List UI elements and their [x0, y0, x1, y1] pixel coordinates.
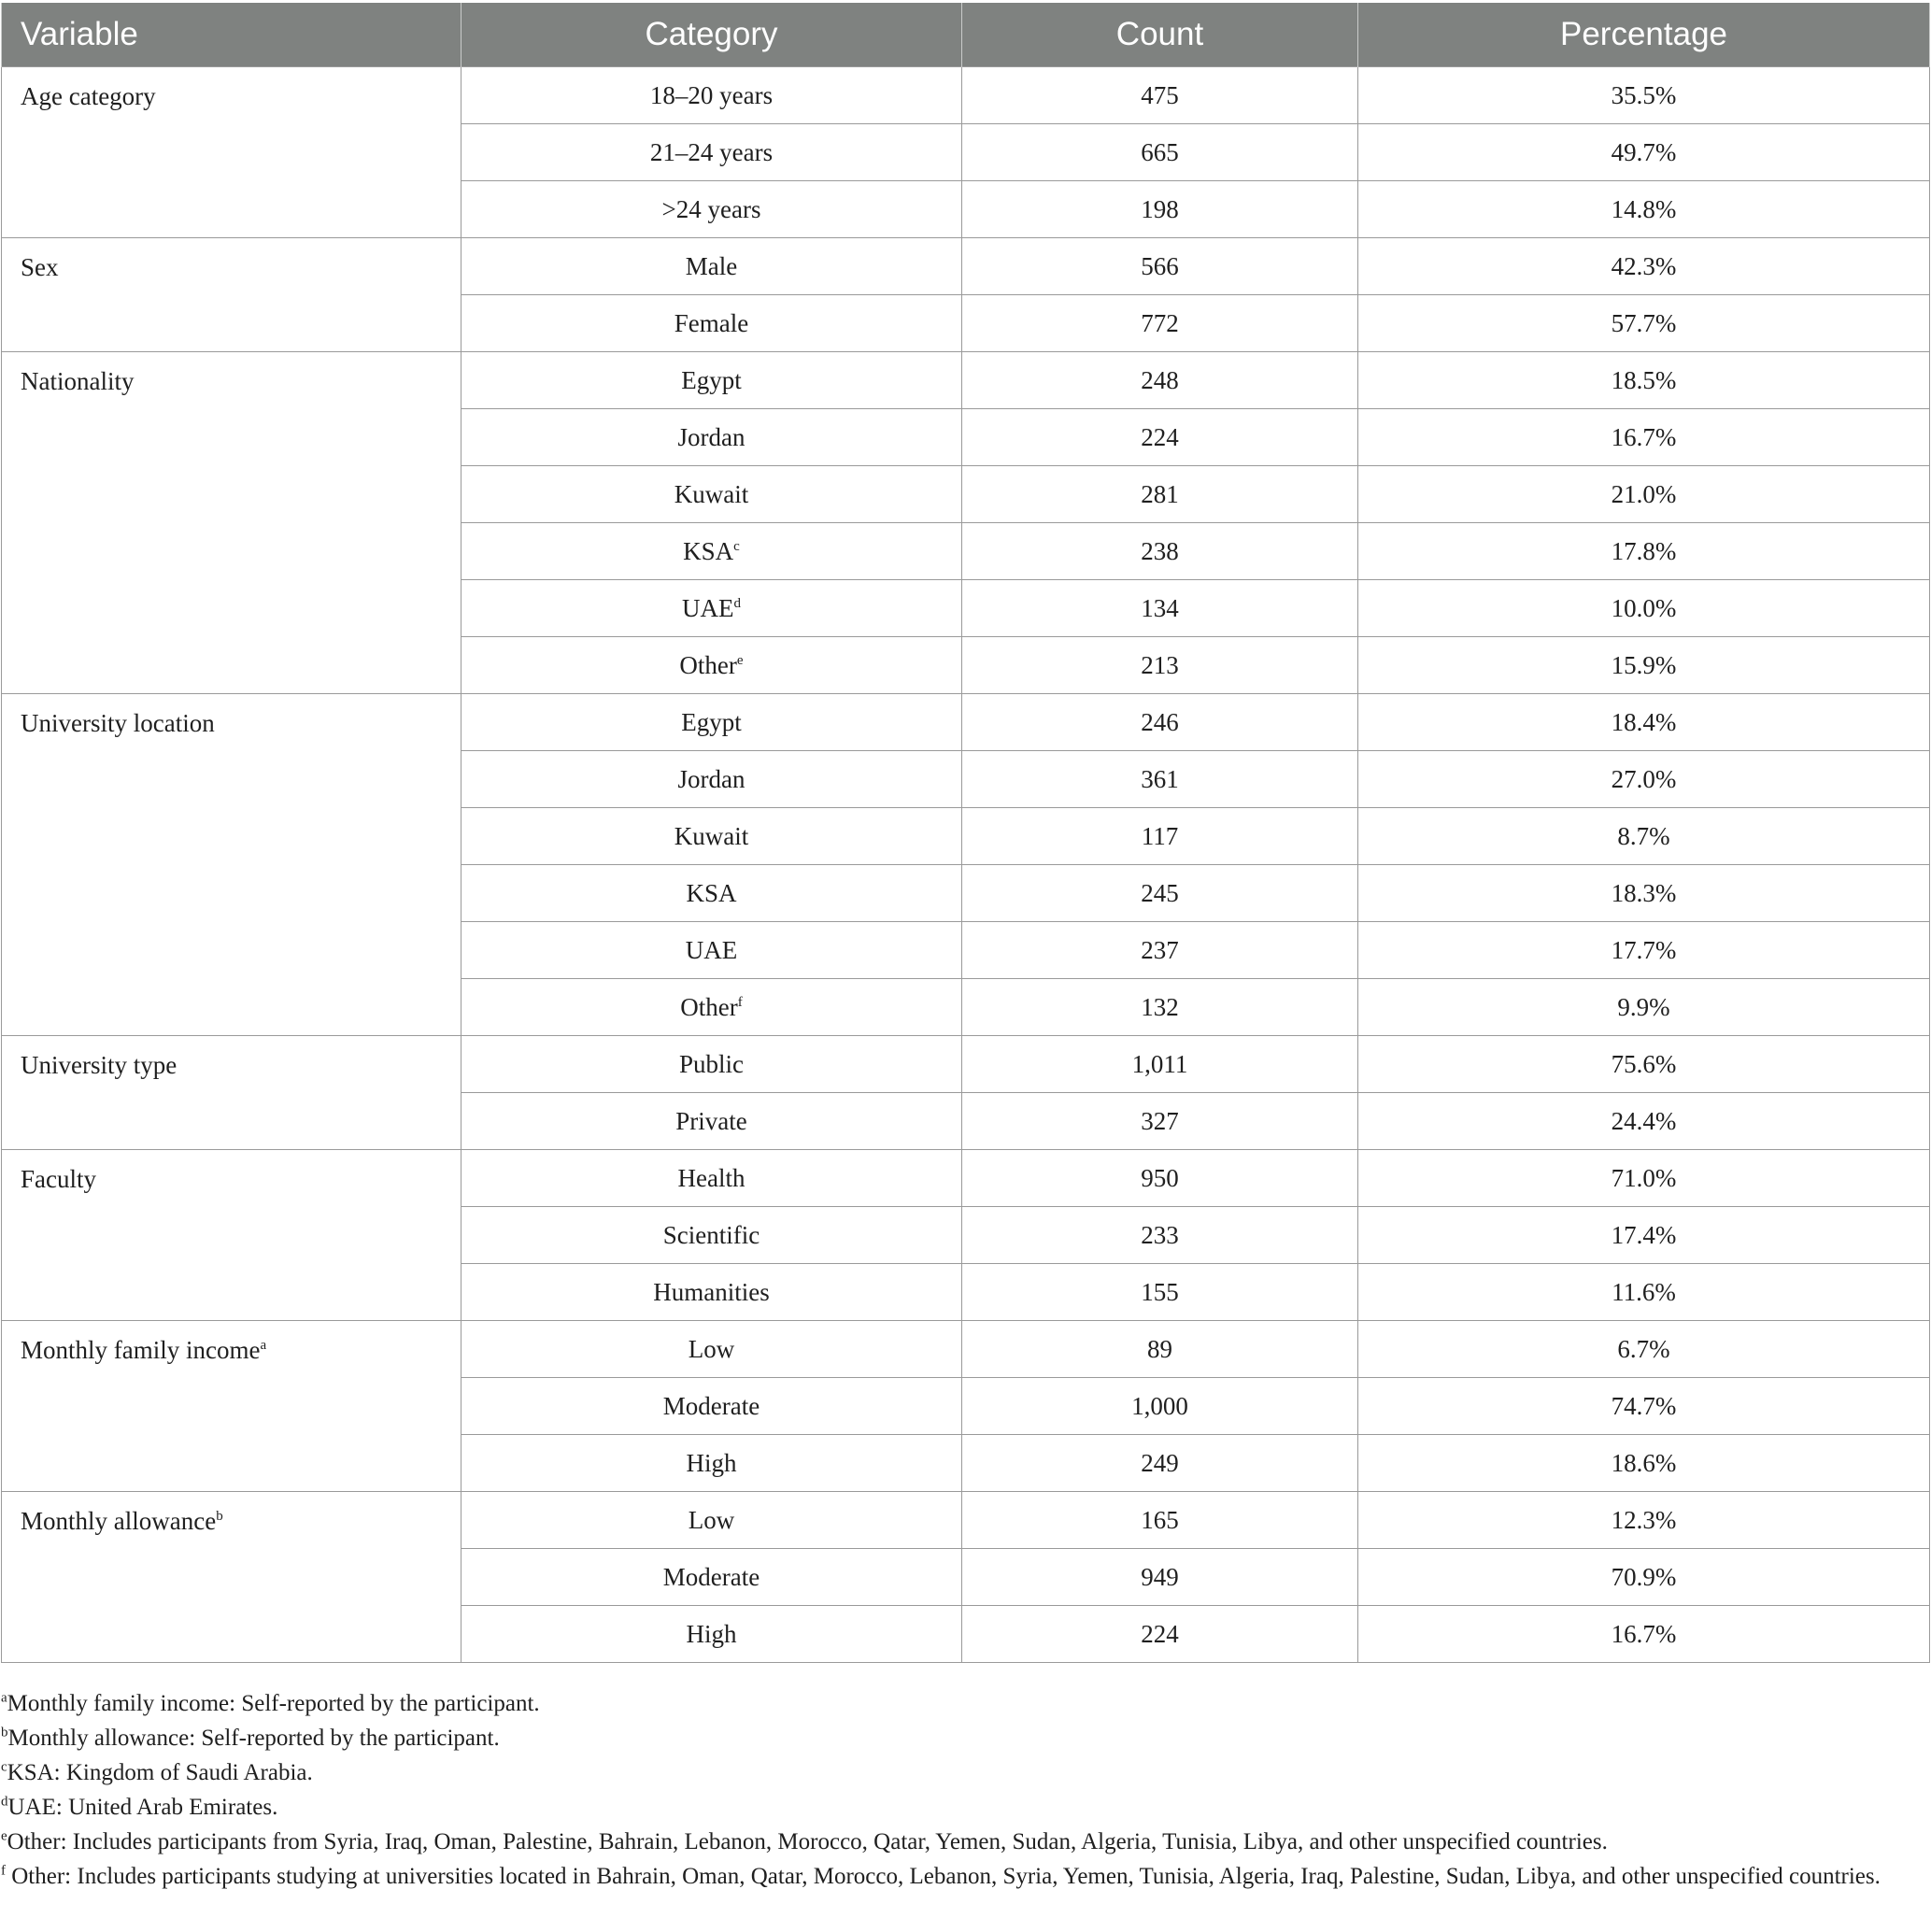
category-cell: [461, 1321, 962, 1378]
percentage-cell: 42.3%: [1358, 238, 1930, 295]
category-label: Male: [685, 251, 738, 280]
percentage-cell: 27.0%: [1358, 751, 1930, 808]
category-cell: [461, 1264, 962, 1321]
count-cell: 89: [962, 1321, 1358, 1378]
footnote-marker: e: [736, 652, 744, 668]
category-cell: [461, 181, 962, 238]
category-label: Kuwait: [674, 821, 749, 850]
count-cell: 665: [962, 124, 1358, 181]
table-row: [2, 67, 1930, 124]
footnote-text: Other: Includes participants studying at universities located in Bahrain, Oman, Qatar, Morocco, Lebanon, Syria, Yemen, Tunisia, Algeria, Iraq, Palestine, Sudan, Libya, and other unspecified countries.: [6, 1864, 1881, 1889]
percentage-cell: 17.4%: [1358, 1207, 1930, 1264]
category-label: Health: [677, 1163, 745, 1192]
footnote-marker: f: [737, 994, 743, 1010]
category-cell: [461, 1492, 962, 1549]
variable-cell: [2, 1492, 461, 1663]
category-cell: [461, 979, 962, 1036]
category-label: Other: [679, 650, 737, 679]
percentage-cell: 9.9%: [1358, 979, 1930, 1036]
category-label: UAE: [685, 935, 738, 964]
table-row: [2, 1150, 1930, 1207]
category-cell: [461, 637, 962, 694]
percentage-cell: 74.7%: [1358, 1378, 1930, 1435]
count-cell: 245: [962, 865, 1358, 922]
category-label: Low: [688, 1334, 735, 1363]
footnote-text: KSA: Kingdom of Saudi Arabia.: [7, 1760, 313, 1785]
table-row: [2, 352, 1930, 409]
category-label: Egypt: [681, 707, 742, 736]
percentage-cell: 15.9%: [1358, 637, 1930, 694]
percentage-cell: 14.8%: [1358, 181, 1930, 238]
percentage-cell: 57.7%: [1358, 295, 1930, 352]
footnote: [1, 1859, 1916, 1894]
footnote-marker: d: [733, 595, 741, 611]
variable-cell: [2, 1036, 461, 1150]
footnote-marker: e: [1, 1828, 7, 1844]
variable-label: Monthly allowance: [21, 1507, 217, 1535]
category-cell: [461, 1150, 962, 1207]
category-cell: [461, 124, 962, 181]
percentage-cell: 10.0%: [1358, 580, 1930, 637]
category-cell: [461, 1435, 962, 1492]
category-cell: [461, 466, 962, 523]
category-cell: [461, 1606, 962, 1663]
footnote-marker: b: [1, 1725, 8, 1740]
footnote: [1, 1686, 1916, 1721]
footnote-text: Other: Includes participants from Syria, Iraq, Oman, Palestine, Bahrain, Lebanon, Morocco, Qatar, Yemen, Sudan, Algeria, Tunisia, Libya, and other unspecified countries.: [7, 1829, 1608, 1854]
variable-label: Sex: [21, 253, 59, 281]
footnote-marker: b: [216, 1509, 223, 1524]
category-cell: [461, 67, 962, 124]
variable-cell: [2, 352, 461, 694]
category-cell: [461, 352, 962, 409]
percentage-cell: 18.4%: [1358, 694, 1930, 751]
demographics-table: [1, 3, 1930, 1663]
count-cell: 281: [962, 466, 1358, 523]
table-row: [2, 1492, 1930, 1549]
count-cell: 233: [962, 1207, 1358, 1264]
header-category: Category: [461, 3, 962, 67]
percentage-cell: 18.5%: [1358, 352, 1930, 409]
table-row: [2, 694, 1930, 751]
category-cell: [461, 1036, 962, 1093]
percentage-cell: 11.6%: [1358, 1264, 1930, 1321]
category-label: Public: [678, 1049, 744, 1078]
category-label: KSA: [683, 536, 734, 565]
category-label: Low: [688, 1505, 735, 1534]
table-footnotes: [1, 1686, 1916, 1894]
category-label: KSA: [686, 878, 737, 907]
count-cell: 132: [962, 979, 1358, 1036]
percentage-cell: 16.7%: [1358, 409, 1930, 466]
category-cell: [461, 580, 962, 637]
footnote: [1, 1790, 1916, 1825]
footnote: [1, 1755, 1916, 1790]
category-cell: [461, 922, 962, 979]
category-label: Female: [674, 308, 749, 337]
category-label: Jordan: [677, 764, 745, 793]
percentage-cell: 70.9%: [1358, 1549, 1930, 1606]
variable-cell: [2, 1321, 461, 1492]
count-cell: 198: [962, 181, 1358, 238]
category-label: 18–20 years: [649, 80, 774, 109]
count-cell: 134: [962, 580, 1358, 637]
count-cell: 237: [962, 922, 1358, 979]
category-cell: [461, 1549, 962, 1606]
footnote-text: UAE: United Arab Emirates.: [7, 1795, 278, 1820]
category-label: Egypt: [681, 365, 742, 394]
count-cell: 566: [962, 238, 1358, 295]
count-cell: 949: [962, 1549, 1358, 1606]
count-cell: 213: [962, 637, 1358, 694]
count-cell: 248: [962, 352, 1358, 409]
footnote-marker: f: [1, 1863, 6, 1879]
variable-label: University location: [21, 709, 215, 737]
category-cell: [461, 808, 962, 865]
variable-label: Age category: [21, 82, 156, 110]
percentage-cell: 8.7%: [1358, 808, 1930, 865]
percentage-cell: 12.3%: [1358, 1492, 1930, 1549]
category-cell: [461, 751, 962, 808]
category-label: Kuwait: [674, 479, 749, 508]
category-label: High: [686, 1619, 737, 1648]
variable-label: Nationality: [21, 367, 135, 395]
table-row: [2, 1321, 1930, 1378]
percentage-cell: 35.5%: [1358, 67, 1930, 124]
count-cell: 327: [962, 1093, 1358, 1150]
percentage-cell: 71.0%: [1358, 1150, 1930, 1207]
percentage-cell: 17.8%: [1358, 523, 1930, 580]
category-label: Other: [680, 992, 738, 1021]
count-cell: 155: [962, 1264, 1358, 1321]
category-label: Humanities: [653, 1277, 770, 1306]
percentage-cell: 6.7%: [1358, 1321, 1930, 1378]
category-label: Jordan: [677, 422, 745, 451]
category-cell: [461, 865, 962, 922]
variable-cell: [2, 238, 461, 352]
category-cell: [461, 409, 962, 466]
table-body: [2, 67, 1930, 1663]
category-cell: [461, 523, 962, 580]
percentage-cell: 17.7%: [1358, 922, 1930, 979]
footnote-marker: d: [1, 1794, 8, 1810]
count-cell: 1,000: [962, 1378, 1358, 1435]
count-cell: 117: [962, 808, 1358, 865]
count-cell: 772: [962, 295, 1358, 352]
percentage-cell: 18.6%: [1358, 1435, 1930, 1492]
footnote: [1, 1825, 1916, 1859]
category-label: Private: [675, 1106, 747, 1135]
variable-label: University type: [21, 1051, 177, 1079]
variable-label: Monthly family income: [21, 1336, 261, 1364]
footnote-marker: c: [1, 1759, 7, 1775]
category-cell: [461, 1378, 962, 1435]
count-cell: 224: [962, 409, 1358, 466]
percentage-cell: 21.0%: [1358, 466, 1930, 523]
footnote-text: Monthly family income: Self-reported by the participant.: [7, 1691, 540, 1716]
footnote: [1, 1721, 1916, 1755]
count-cell: 249: [962, 1435, 1358, 1492]
variable-label: Faculty: [21, 1165, 96, 1193]
count-cell: 950: [962, 1150, 1358, 1207]
category-label: Moderate: [662, 1391, 760, 1420]
variable-cell: [2, 694, 461, 1036]
header-variable: Variable: [2, 3, 461, 67]
category-cell: [461, 694, 962, 751]
percentage-cell: 18.3%: [1358, 865, 1930, 922]
count-cell: 224: [962, 1606, 1358, 1663]
footnote-text: Monthly allowance: Self-reported by the participant.: [7, 1726, 500, 1751]
category-label: Moderate: [662, 1562, 760, 1591]
table-row: [2, 238, 1930, 295]
percentage-cell: 75.6%: [1358, 1036, 1930, 1093]
footnote-marker: a: [260, 1338, 267, 1353]
footnote-marker: c: [733, 538, 740, 554]
variable-cell: [2, 1150, 461, 1321]
category-label: >24 years: [661, 194, 761, 223]
category-cell: [461, 1207, 962, 1264]
percentage-cell: 16.7%: [1358, 1606, 1930, 1663]
footnote-marker: a: [1, 1690, 7, 1706]
category-cell: [461, 238, 962, 295]
percentage-cell: 49.7%: [1358, 124, 1930, 181]
count-cell: 1,011: [962, 1036, 1358, 1093]
variable-cell: [2, 67, 461, 238]
table-row: [2, 1036, 1930, 1093]
table-header-row: [2, 3, 1930, 67]
category-cell: [461, 295, 962, 352]
category-label: 21–24 years: [649, 137, 774, 166]
count-cell: 165: [962, 1492, 1358, 1549]
count-cell: 238: [962, 523, 1358, 580]
percentage-cell: 24.4%: [1358, 1093, 1930, 1150]
count-cell: 475: [962, 67, 1358, 124]
category-label: Scientific: [662, 1220, 760, 1249]
category-cell: [461, 1093, 962, 1150]
count-cell: 361: [962, 751, 1358, 808]
header-percentage: Percentage: [1358, 3, 1930, 67]
category-label: High: [686, 1448, 737, 1477]
count-cell: 246: [962, 694, 1358, 751]
header-count: Count: [962, 3, 1358, 67]
category-label: UAE: [682, 593, 734, 622]
